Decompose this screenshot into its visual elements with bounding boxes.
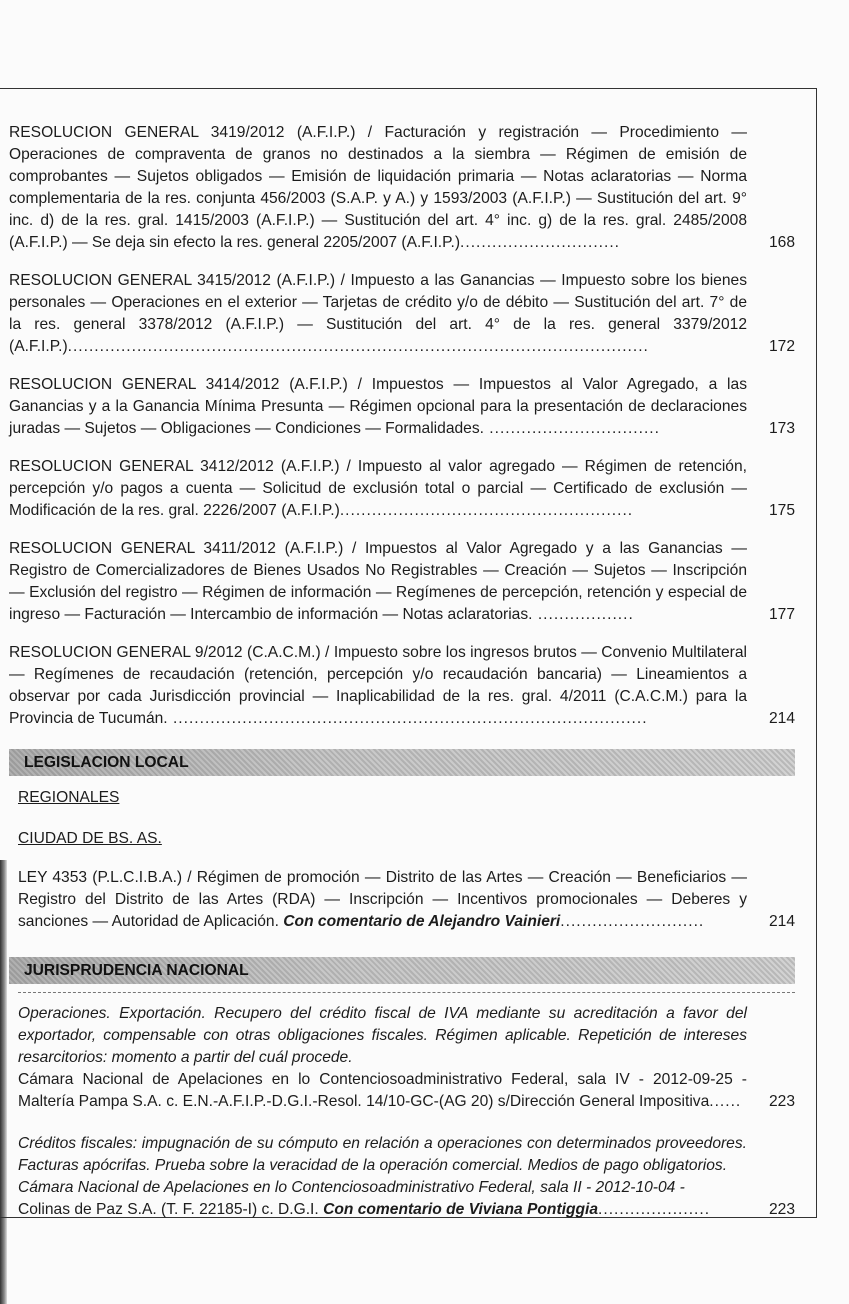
entry-comment: Con comentario de Viviana Pontiggia (323, 1201, 599, 1218)
case-court: Colinas de Paz S.A. (T. F. 22185-I) c. D.G.I. (18, 1201, 319, 1218)
entry-page: 173 (768, 420, 795, 437)
entry-text: RESOLUCION GENERAL 3411/2012 (A.F.I.P.) / Impuestos al Valor Agregado y a las Ganancias — Registro de Comercializadores de Bienes Usados No Registrables — Creación — Sujetos — Inscripción — Exclusión del registro — Régimen de información — Regímenes de percepción, retención y especial de ingreso — Facturación — Intercambio de información — Notas aclaratorias. (9, 540, 747, 623)
subheading-regionales[interactable]: REGIONALES (18, 789, 120, 806)
entry-page: 223 (768, 1201, 795, 1218)
toc-entry[interactable]: RESOLUCION GENERAL 9/2012 (C.A.C.M.) / Impuesto sobre los ingresos brutos — Convenio Multilateral — Regímenes de recaudación (retención, percepción y/o recaudación bancaria) — Lineamientos a observar por cada Jurisdicción provincial — Inaplicabilidad de la res. gral. 4/2011 (C.A.C.M.) para la Provincia de Tucumán. ......................................................................................... 214 (9, 642, 795, 730)
entry-text: RESOLUCION GENERAL 9/2012 (C.A.C.M.) / Impuesto sobre los ingresos brutos — Convenio Multilateral — Regímenes de recaudación (retención, percepción y/o recaudación bancaria) — Lineamientos a observar por cada Jurisdicción provincial — Inaplicabilidad de la res. gral. 4/2011 (C.A.C.M.) para la Provincia de Tucumán. (9, 644, 747, 727)
subheading-ciudad[interactable]: CIUDAD DE BS. AS. (18, 830, 162, 847)
entry-page: 172 (768, 338, 795, 355)
divider (18, 992, 795, 993)
entry-text: RESOLUCION GENERAL 3414/2012 (A.F.I.P.) / Impuestos — Impuestos al Valor Agregado, a las Ganancias y a la Ganancia Mínima Presunta — Régimen opcional para la presentación de declaraciones juradas — Sujetos — Obligaciones — Condiciones — Formalidades. (9, 376, 747, 437)
entry-page: 214 (768, 913, 795, 930)
section-header-jurisprudencia: JURISPRUDENCIA NACIONAL (9, 957, 795, 984)
table-of-contents (9, 122, 795, 1221)
entry-page: 175 (768, 502, 795, 519)
entry-text: LEY 4353 (P.L.C.I.B.A.) / Régimen de promoción — Distrito de las Artes — Creación — Beneficiarios — Registro del Distrito de las Artes (RDA) — Inscripción — Incentivos promocionales — Deberes y sanciones — Autoridad de Aplicación. (18, 869, 747, 930)
entry-text: RESOLUCION GENERAL 3415/2012 (A.F.I.P.) / Impuesto a las Ganancias — Impuesto sobre los bienes personales — Operaciones en el exterior — Tarjetas de crédito y/o de débito — Sustitución del art. 7° de la res. general 3378/2012 (A.F.I.P.) — Sustitución del art. 4° de la res. general 3379/2012 (A.F.I.P.) (9, 272, 747, 355)
entry-text: RESOLUCION GENERAL 3412/2012 (A.F.I.P.) / Impuesto al valor agregado — Régimen de retención, percepción y/o pagos a cuenta — Solicitud de exclusión total o parcial — Certificado de exclusión — Modificación de la res. gral. 2226/2007 (A.F.I.P.) (9, 458, 747, 519)
entry-comment: Con comentario de Alejandro Vainieri (283, 913, 561, 930)
case-summary: Créditos fiscales: impugnación de su cómputo en relación a operaciones con determinados proveedores. Facturas apócrifas. Prueba sobre la veracidad de la operación comercial. Medios de pago obligatorios. (18, 1135, 747, 1174)
toc-entry-case[interactable]: Créditos fiscales: impugnación de su cómputo en relación a operaciones con determinados proveedores. Facturas apócrifas. Prueba sobre la veracidad de la operación comercial. Medios de pago obligatorios. Cámara Nacional de Apelaciones en lo Contenciosoadministrativo Federal, sala II - 2012-10-04 - Colinas de Paz S.A. (T. F. 22185-I) c. D.G.I. Con comentario de Viviana Pontiggia..................... 223 (9, 1133, 795, 1221)
toc-entry[interactable]: RESOLUCION GENERAL 3412/2012 (A.F.I.P.) / Impuesto al valor agregado — Régimen de retención, percepción y/o pagos a cuenta — Solicitud de exclusión total o parcial — Certificado de exclusión — Modificación de la res. gral. 2226/2007 (A.F.I.P.)....................................................... 175 (9, 456, 795, 522)
case-court: Cámara Nacional de Apelaciones en lo Contenciosoadministrativo Federal, sala IV - 2012-09-25 - Maltería Pampa S.A. c. E.N.-A.F.I.P.-D.G.I.-Resol. 14/10-GC-(AG 20) s/Dirección General Impositiva (18, 1071, 747, 1110)
toc-entry-case[interactable]: Operaciones. Exportación. Recupero del crédito fiscal de IVA mediante su acreditación a favor del exportador, compensable con otras obligaciones fiscales. Régimen aplicable. Repetición de intereses resarcitorios: momento a partir del cuál procede. Cámara Nacional de Apelaciones en lo Contenciosoadministrativo Federal, sala IV - 2012-09-25 - Maltería Pampa S.A. c. E.N.-A.F.I.P.-D.G.I.-Resol. 14/10-GC-(AG 20) s/Dirección General Impositiva...... 223 (9, 1003, 795, 1113)
case-summary: Operaciones. Exportación. Recupero del crédito fiscal de IVA mediante su acreditación a favor del exportador, compensable con otras obligaciones fiscales. Régimen aplicable. Repetición de intereses resarcitorios: momento a partir del cuál procede. (18, 1005, 747, 1066)
entry-page: 168 (768, 234, 795, 251)
toc-entry[interactable]: RESOLUCION GENERAL 3415/2012 (A.F.I.P.) / Impuesto a las Ganancias — Impuesto sobre los bienes personales — Operaciones en el exterior — Tarjetas de crédito y/o de débito — Sustitución del art. 7° de la res. general 3378/2012 (A.F.I.P.) — Sustitución del art. 4° de la res. general 3379/2012 (A.F.I.P.)............................................................................................................. 172 (9, 270, 795, 358)
toc-entry-ley[interactable]: LEY 4353 (P.L.C.I.B.A.) / Régimen de promoción — Distrito de las Artes — Creación — Beneficiarios — Registro del Distrito de las Artes (RDA) — Inscripción — Incentivos promocionales — Deberes y sanciones — Autoridad de Aplicación. Con comentario de Alejandro Vainieri........................... 214 (9, 867, 795, 933)
entry-text: RESOLUCION GENERAL 3419/2012 (A.F.I.P.) / Facturación y registración — Procedimiento — Operaciones de compraventa de granos no destinados a la siembra — Régimen de emisión de comprobantes — Sujetos obligados — Emisión de liquidación primaria — Notas aclaratorias — Norma complementaria de la res. conjunta 456/2003 (S.A.P. y A.) y 1593/2003 (A.F.I.P.) — Sustitución del art. 9° inc. d) de la res. gral. 1415/2003 (A.F.I.P.) — Sustitución del art. 4° inc. g) de la res. gral. 2485/2008 (A.F.I.P.) — Se deja sin efecto la res. general 2205/2007 (A.F.I.P.) (9, 124, 747, 251)
toc-entry[interactable]: RESOLUCION GENERAL 3419/2012 (A.F.I.P.) / Facturación y registración — Procedimiento — Operaciones de compraventa de granos no destinados a la siembra — Régimen de emisión de comprobantes — Sujetos obligados — Emisión de liquidación primaria — Notas aclaratorias — Norma complementaria de la res. conjunta 456/2003 (S.A.P. y A.) y 1593/2003 (A.F.I.P.) — Sustitución del art. 9° inc. d) de la res. gral. 1415/2003 (A.F.I.P.) — Sustitución del art. 4° inc. g) de la res. gral. 2485/2008 (A.F.I.P.) — Se deja sin efecto la res. general 2205/2007 (A.F.I.P.).............................. 168 (9, 122, 795, 254)
section-header-legislacion-local: LEGISLACION LOCAL (9, 749, 795, 776)
toc-entry[interactable]: RESOLUCION GENERAL 3414/2012 (A.F.I.P.) / Impuestos — Impuestos al Valor Agregado, a las Ganancias y a la Ganancia Mínima Presunta — Régimen opcional para la presentación de declaraciones juradas — Sujetos — Obligaciones — Condiciones — Formalidades. ................................ 173 (9, 374, 795, 440)
toc-entry[interactable]: RESOLUCION GENERAL 3411/2012 (A.F.I.P.) / Impuestos al Valor Agregado y a las Ganancias — Registro de Comercializadores de Bienes Usados No Registrables — Creación — Sujetos — Inscripción — Exclusión del registro — Régimen de información — Regímenes de percepción, retención y especial de ingreso — Facturación — Intercambio de información — Notas aclaratorias. .................. 177 (9, 538, 795, 626)
entry-page: 223 (768, 1093, 795, 1110)
entry-page: 214 (768, 710, 795, 727)
entry-page: 177 (768, 606, 795, 623)
case-court-heading: Cámara Nacional de Apelaciones en lo Contenciosoadministrativo Federal, sala II - 2012-10-04 - (18, 1179, 685, 1196)
